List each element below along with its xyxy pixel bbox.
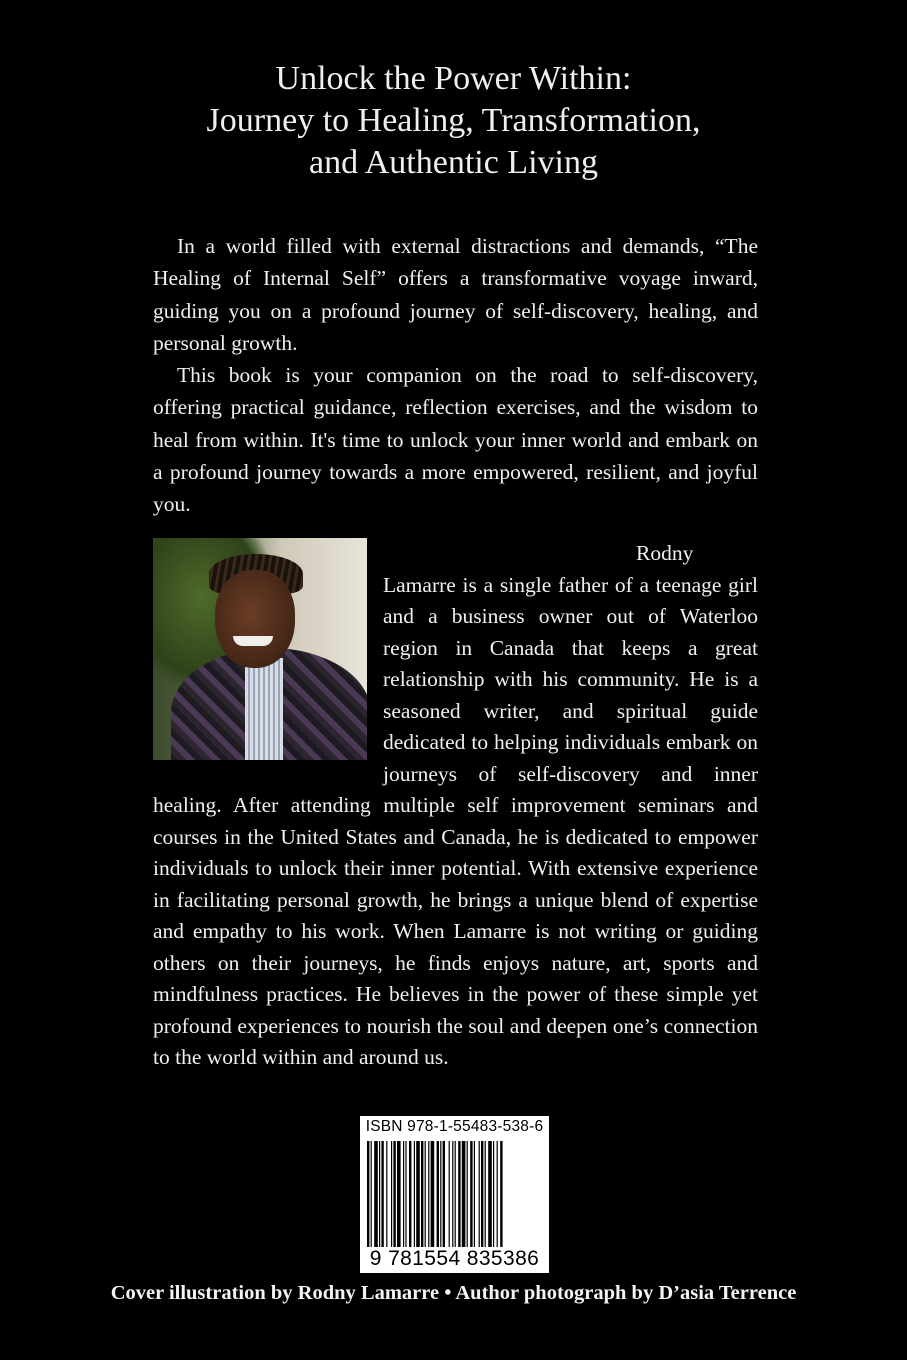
- author-bio: [153, 538, 758, 1074]
- book-blurb: [153, 230, 758, 521]
- cover-credits: Cover illustration by Rodny Lamarre • Author photograph by D’asia Terrence: [110, 1282, 797, 1304]
- barcode-digits: 9 781554 835386: [369, 1247, 540, 1270]
- blurb-paragraph-1: In a world filled with external distractions and demands, “The Healing of Internal Self” offers a transformative voyage inward, guiding you on a profound journey of self-discovery, healing, and personal growth.: [153, 234, 758, 355]
- author-photo: [153, 538, 367, 760]
- title-line-1: Unlock the Power Within:: [275, 60, 632, 97]
- title-line-3: and Authentic Living: [309, 144, 598, 181]
- isbn-label: ISBN 978-1-55483-538-6: [365, 1118, 544, 1135]
- isbn-barcode: [360, 1116, 549, 1273]
- back-cover-title: [0, 58, 907, 184]
- blurb-paragraph-2: This book is your companion on the road to self-discovery, offering practical guidance, reflection exercises, and the wisdom to heal from within. It's time to unlock your inner world and embark on a profound journey towards a more empowered, resilient, and joyful you.: [153, 363, 758, 517]
- title-line-2: Journey to Healing, Transformation,: [206, 102, 701, 139]
- barcode-bars: [367, 1141, 542, 1247]
- bio-paragraph: Rodny Lamarre is a single father of a teenage girl and a business owner out of Waterloo region in Canada that keeps a great relationship with his community. He is a seasoned writer, and spiritual guide dedicated to helping individuals embark on journeys of self-discovery and inner healing. After attending multiple self improvement seminars and courses in the United States and Canada, he is dedicated to empower individuals to unlock their inner potential. With extensive experience in facilitating personal growth, he brings a unique blend of expertise and empathy to his work. When Lamarre is not writing or guiding others on their journeys, he finds enjoys nature, art, sports and mindfulness practices. He believes in the power of these simple yet profound experiences to nourish the soul and deepen one’s connection to the world within and around us.: [153, 541, 758, 1069]
